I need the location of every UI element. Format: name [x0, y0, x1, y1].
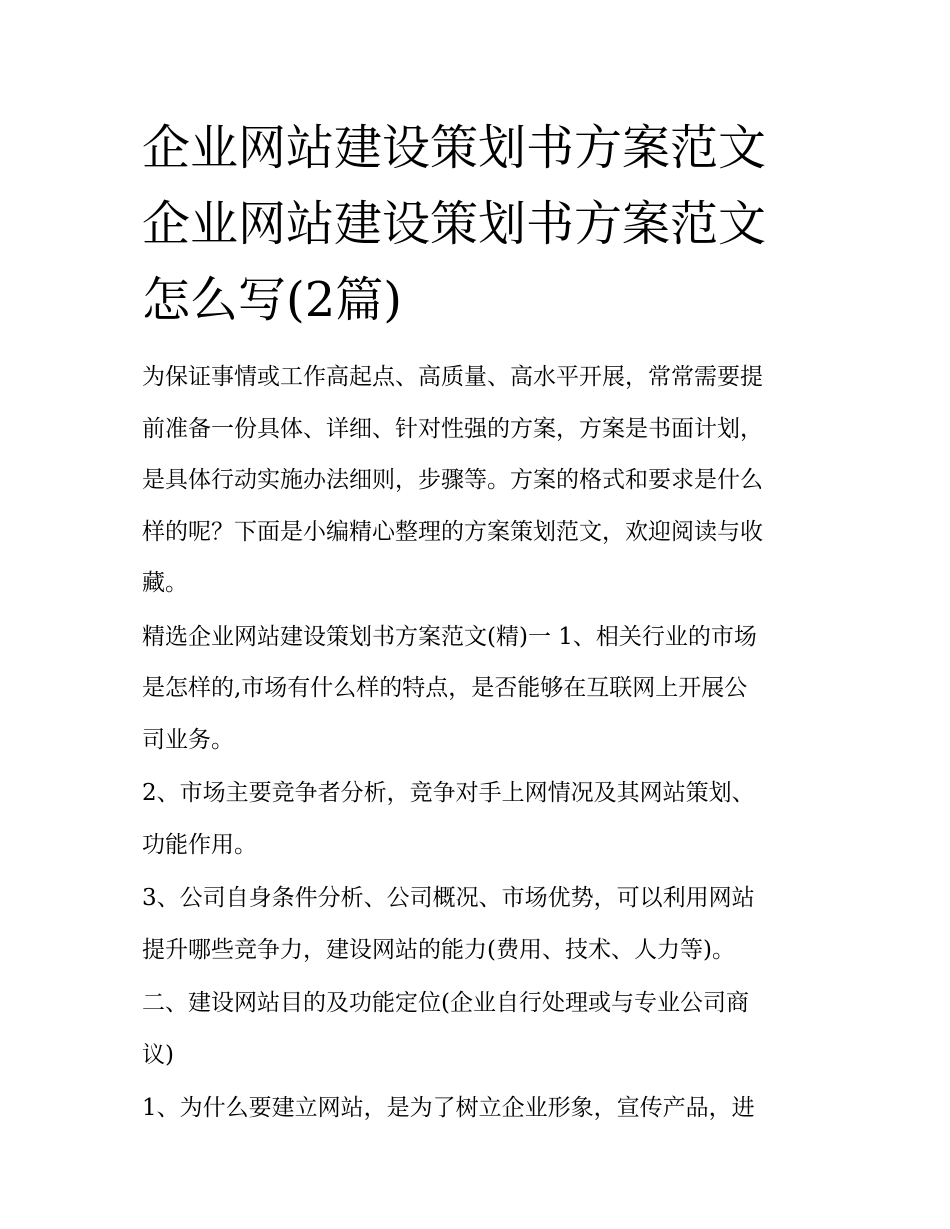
text-line: 议) — [142, 1041, 174, 1068]
title-line: 怎么写(2篇) — [142, 272, 402, 328]
text-line: 3、公司自身条件分析、公司概况、市场优势，可以利用网站 — [142, 885, 755, 911]
intro-paragraph — [142, 352, 822, 610]
text-line: 藏。 — [142, 570, 188, 596]
text-line: 司业务。 — [142, 726, 234, 753]
list-item-paragraph — [142, 1083, 822, 1135]
text-line: 是怎样的,市场有什么样的特点，是否能够在互联网上开展公 — [142, 675, 748, 701]
text-line: 前准备一份具体、详细、针对性强的方案，方案是书面计划， — [142, 415, 763, 442]
document-title — [142, 110, 822, 338]
text-line: 1、为什么要建立网站，是为了树立企业形象，宣传产品，进 — [142, 1095, 755, 1121]
text-line: 是具体行动实施办法细则，步骤等。方案的格式和要求是什么 — [142, 467, 763, 493]
text-line: 二、建设网站目的及功能定位(企业自行处理或与专业公司商 — [142, 990, 749, 1016]
text-line: 功能作用。 — [142, 831, 257, 858]
text-line: 样的呢？下面是小编精心整理的方案策划范文，欢迎阅读与收 — [142, 518, 763, 545]
list-item-paragraph — [142, 873, 822, 976]
section-paragraph — [142, 612, 822, 767]
section-heading-paragraph — [142, 978, 822, 1081]
text-line: 精选企业网站建设策划书方案范文(精)一 1、相关行业的市场 — [142, 623, 757, 650]
title-line: 企业网站建设策划书方案范文 — [142, 120, 767, 176]
text-line: 提升哪些竞争力，建设网站的能力(费用、技术、人力等)。 — [142, 936, 735, 963]
text-line: 2、市场主要竞争者分析，竞争对手上网情况及其网站策划、 — [142, 780, 755, 806]
text-line: 为保证事情或工作高起点、高质量、高水平开展，常常需要提 — [142, 364, 763, 390]
title-line: 企业网站建设策划书方案范文 — [142, 196, 767, 252]
document-body — [142, 352, 822, 1137]
list-item-paragraph — [142, 768, 822, 871]
